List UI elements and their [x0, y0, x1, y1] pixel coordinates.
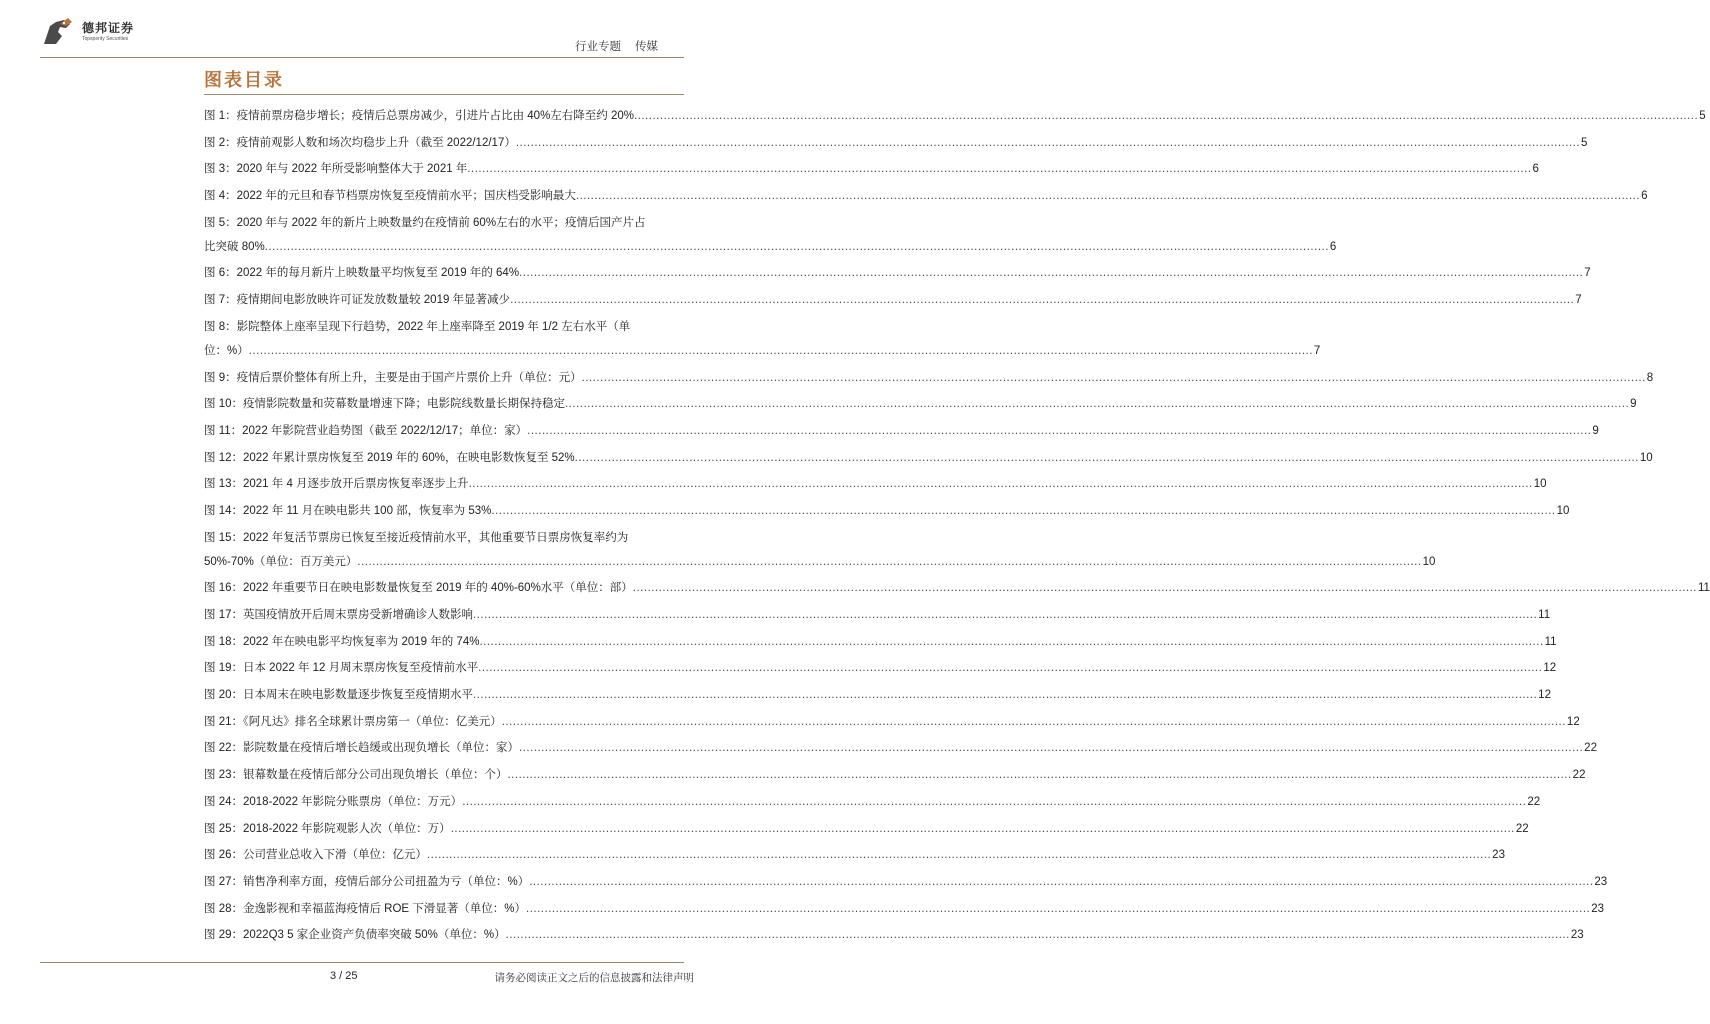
toc-entry[interactable] [204, 576, 1710, 600]
toc-entry-title: 图 25：2018-2022 年影院观影人次（单位：万） [204, 822, 451, 835]
toc-leader-dots [507, 763, 1571, 787]
toc-leader-dots [634, 104, 1698, 128]
toc-leader-dots [529, 870, 1593, 894]
toc-entry-page: 11 [1697, 582, 1710, 595]
toc-leader-dots [249, 339, 1313, 363]
toc-leader-dots [478, 656, 1542, 680]
toc-leader-dots [265, 235, 1329, 259]
toc-entry-page: 8 [1646, 371, 1654, 384]
toc-entry[interactable] [204, 817, 1529, 841]
company-logo-icon [40, 14, 76, 50]
toc-entry[interactable] [204, 897, 1605, 921]
toc-entry-page: 23 [1594, 875, 1608, 888]
toc-entry-page: 12 [1566, 715, 1580, 728]
toc-entry[interactable] [204, 157, 1539, 181]
toc-entry-title: 图 17：英国疫情放开后周末票房受新增确诊人数影响 [204, 609, 473, 621]
toc-entry-title: 图 8：影院整体上座率呈现下行趋势，2022 年上座率降至 2019 年 1/2 左右水平（单 [204, 320, 631, 333]
toc-entry[interactable] [204, 288, 1582, 312]
toc-entry-title: 图 27：销售净利率方面，疫情后部分公司扭盈为亏（单位：%） [204, 875, 530, 888]
toc-entry-page: 6 [1329, 240, 1337, 253]
toc-entry-title: 图 15：2022 年复活节票房已恢复至接近疫情前水平，其他重要节日票房恢复率约为 [204, 531, 629, 544]
toc-entry-page: 7 [1313, 344, 1321, 357]
toc-entry[interactable] [204, 630, 1557, 654]
toc-entry[interactable] [204, 419, 1599, 443]
toc-entry-title: 图 10：疫情影院数量和荧幕数量增速下降；电影院线数量长期保持稳定 [204, 398, 565, 411]
page-number: 3 / 25 [330, 970, 358, 982]
toc-title: 图表目录 [204, 70, 284, 90]
toc-entry[interactable] [204, 211, 684, 235]
toc-entry-page: 10 [1533, 478, 1547, 491]
toc-entry-page: 10 [1639, 451, 1653, 464]
toc-entry[interactable] [204, 656, 1557, 680]
toc-entry-title: 图 29：2022Q3 5 家企业资产负债率突破 50%（单位：%） [204, 929, 506, 942]
toc-entry-page: 23 [1492, 849, 1505, 862]
toc-entry-title: 图 11：2022 年影院营业趋势图（截至 2022/12/17；单位：家） [204, 424, 528, 437]
toc-entry[interactable] [204, 526, 684, 550]
toc-entry-title: 图 1：疫情前票房稳步增长；疫情后总票房减少，引进片占比由 40%左右降至约 20% [204, 110, 635, 122]
toc-leader-dots [451, 817, 1515, 841]
toc-entry-title: 图 9：疫情后票价整体有所上升，主要是由于国产片票价上升（单位：元） [204, 371, 582, 384]
toc-leader-dots [506, 923, 1570, 947]
toc-entry-page: 22 [1527, 795, 1541, 808]
report-category: 行业专题 [575, 41, 621, 53]
toc-leader-dots [576, 184, 1640, 208]
toc-entry-page: 9 [1592, 424, 1599, 437]
toc-entry-title: 图 23：银幕数量在疫情后部分公司出现负增长（单位：个） [204, 769, 508, 782]
toc-entry-title: 图 20：日本周末在映电影数量逐步恢复至疫情期水平 [204, 689, 473, 702]
toc-entry-title: 图 21：《阿凡达》排名全球累计票房第一（单位：亿美元） [204, 715, 502, 728]
toc-entry-page: 22 [1572, 769, 1586, 782]
toc-leader-dots [582, 366, 1646, 390]
toc-entry-title: 图 26：公司营业总收入下滑（单位：亿元） [204, 849, 427, 862]
toc-leader-dots [473, 603, 1537, 627]
toc-leader-dots [427, 843, 1491, 867]
toc-entry-title: 图 22：影院数量在疫情后增长趋缓或出现负增长（单位：家） [204, 742, 519, 755]
toc-entry-page: 6 [1532, 163, 1539, 176]
toc-entry[interactable] [204, 104, 1706, 128]
toc-entry-title-continued: 比突破 80% [204, 240, 265, 253]
toc-entry-page: 5 [1581, 136, 1588, 149]
toc-entry-title: 图 2：疫情前观影人数和场次均稳步上升（截至 2022/12/17） [204, 136, 516, 149]
toc-entry[interactable] [204, 710, 1580, 734]
toc-entry-page: 12 [1543, 662, 1557, 675]
toc-entry-title: 图 24：2018-2022 年影院分账票房（单位：万元） [204, 795, 463, 808]
toc-list [204, 104, 1710, 950]
toc-entry-page: 22 [1515, 822, 1529, 835]
toc-entry-continued[interactable] [204, 235, 1337, 259]
toc-title-divider [204, 94, 684, 95]
toc-entry[interactable] [204, 736, 1597, 760]
toc-entry-title: 图 16：2022 年重要节日在映电影数量恢复至 2019 年的 40%-60%水平（单位：部） [204, 582, 633, 595]
toc-entry-page: 5 [1699, 110, 1706, 122]
toc-leader-dots [565, 392, 1629, 416]
header-divider [40, 57, 684, 58]
toc-leader-dots [527, 419, 1591, 443]
toc-entry[interactable] [204, 315, 684, 339]
toc-entry-title: 图 6：2022 年的每月新片上映数量平均恢复至 2019 年的 64% [204, 267, 520, 280]
toc-entry-title: 图 4：2022 年的元旦和春节档票房恢复至疫情前水平；国庆档受影响最大 [204, 190, 576, 203]
toc-entry[interactable] [204, 446, 1653, 470]
toc-leader-dots [519, 261, 1583, 285]
toc-entry-page: 6 [1641, 190, 1648, 203]
toc-entry-title-continued: 位：%） [204, 344, 249, 357]
toc-entry[interactable] [204, 923, 1584, 947]
toc-leader-dots [469, 472, 1533, 496]
toc-entry[interactable] [204, 472, 1547, 496]
toc-entry[interactable] [204, 366, 1654, 390]
toc-entry[interactable] [204, 763, 1586, 787]
toc-leader-dots [633, 576, 1697, 600]
toc-leader-dots [479, 630, 1543, 654]
toc-leader-dots [473, 683, 1537, 707]
toc-entry-title: 图 12：2022 年累计票房恢复至 2019 年的 60%，在映电影数恢复至 52% [204, 451, 575, 464]
toc-entry[interactable] [204, 870, 1608, 894]
toc-leader-dots [462, 790, 1526, 814]
toc-entry-page: 23 [1591, 902, 1605, 915]
toc-entry-title: 图 3：2020 年与 2022 年所受影响整体大于 2021 年 [204, 163, 468, 176]
toc-leader-dots [575, 446, 1639, 470]
page-header [40, 14, 684, 56]
toc-entry[interactable] [204, 843, 1505, 867]
toc-entry-page: 10 [1422, 555, 1436, 568]
footer-divider [40, 962, 684, 963]
toc-entry-title: 图 13：2021 年 4 月逐步放开后票房恢复率逐步上升 [204, 478, 469, 491]
toc-entry-title-continued: 50%-70%（单位：百万美元） [204, 555, 358, 568]
toc-entry-page: 10 [1556, 504, 1570, 517]
toc-leader-dots [526, 897, 1590, 921]
toc-entry-title: 图 28：金逸影视和幸福蓝海疫情后 ROE 下滑显著（单位：%） [204, 902, 527, 915]
company-name-cn: 德邦证券 [82, 21, 135, 35]
toc-entry[interactable] [204, 499, 1570, 523]
toc-entry-continued[interactable] [204, 339, 1321, 363]
toc-leader-dots [502, 710, 1566, 734]
toc-entry-title: 图 19：日本 2022 年 12 月周末票房恢复至疫情前水平 [204, 662, 479, 675]
toc-leader-dots [519, 736, 1583, 760]
toc-entry[interactable] [204, 184, 1648, 208]
toc-entry-page: 9 [1630, 398, 1637, 411]
toc-entry-title: 图 5：2020 年与 2022 年的新片上映数量约在疫情前 60%左右的水平；疫情后国产片占 [204, 216, 646, 229]
toc-entry-page: 11 [1544, 635, 1557, 648]
toc-entry-continued[interactable] [204, 550, 1436, 574]
toc-leader-dots [516, 131, 1580, 155]
toc-entry-title: 图 7：疫情期间电影放映许可证发放数量较 2019 年显著减少 [204, 294, 511, 307]
toc-entry[interactable] [204, 683, 1551, 707]
toc-entry[interactable] [204, 790, 1541, 814]
toc-entry-page: 7 [1575, 294, 1582, 307]
toc-entry-page: 23 [1570, 929, 1584, 942]
toc-entry[interactable] [204, 392, 1637, 416]
toc-entry-page: 22 [1584, 742, 1597, 755]
toc-entry-page: 7 [1584, 267, 1591, 280]
toc-entry[interactable] [204, 131, 1588, 155]
disclaimer-note: 请务必阅读正文之后的信息披露和法律声明 [494, 972, 694, 984]
company-name-en: Topsperity Securities [82, 36, 129, 42]
toc-entry-page: 12 [1538, 689, 1551, 702]
toc-leader-dots [467, 157, 1531, 181]
toc-leader-dots [357, 550, 1421, 574]
toc-entry-title: 图 18：2022 年在映电影平均恢复率为 2019 年的 74% [204, 635, 480, 648]
toc-leader-dots [491, 499, 1555, 523]
report-sector: 传媒 [635, 41, 658, 53]
toc-entry[interactable] [204, 261, 1591, 285]
toc-entry[interactable] [204, 603, 1551, 627]
header-tags [561, 38, 658, 54]
toc-entry-page: 11 [1538, 609, 1551, 621]
toc-entry-title: 图 14：2022 年 11 月在映电影共 100 部，恢复率为 53% [204, 504, 492, 517]
toc-leader-dots [510, 288, 1574, 312]
